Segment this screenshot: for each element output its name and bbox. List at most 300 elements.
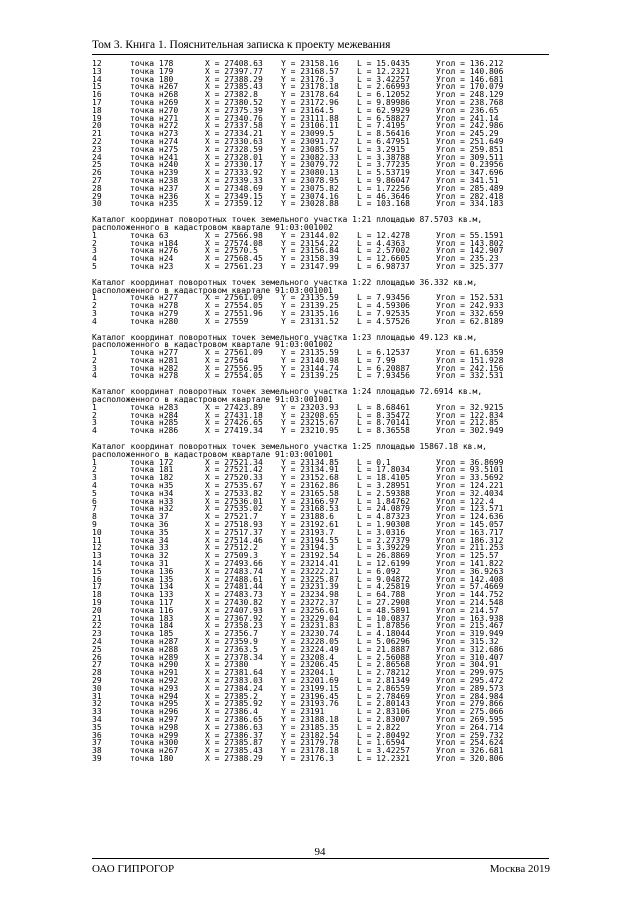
y-coordinate: Y = 23188.18 [281, 714, 339, 724]
y-coordinate: Y = 23188.6 [281, 512, 334, 522]
y-coordinate: Y = 23099.5 [281, 129, 334, 139]
point-name: точка н295 [130, 699, 179, 709]
segment-length: L = 24.0879 [357, 504, 410, 514]
y-coordinate: Y = 23208.4 [281, 652, 334, 662]
y-coordinate: Y = 23162.86 [281, 481, 339, 491]
point-index: 3 [92, 418, 97, 428]
point-name: точка н291 [130, 668, 179, 678]
point-index: 36 [92, 730, 102, 740]
segment-length: L = 6.12537 [357, 348, 410, 358]
x-coordinate: X = 27564 [205, 355, 249, 365]
y-coordinate: Y = 23144.74 [281, 363, 339, 373]
segment-length: L = 0.1 [357, 457, 391, 467]
segment-length: L = 2.78212 [357, 668, 410, 678]
x-coordinate: X = 27386.65 [205, 714, 263, 724]
y-coordinate: Y = 23152.68 [281, 473, 339, 483]
point-name: точка 36 [130, 520, 169, 530]
point-index: 30 [92, 683, 102, 693]
y-coordinate: Y = 23164.5 [281, 105, 334, 115]
point-name: точка н23 [130, 261, 174, 271]
direction-angle: Угол = 143.802 [436, 238, 504, 248]
x-coordinate: X = 27330.17 [205, 160, 263, 170]
direction-angle: Угол = 259.732 [436, 730, 504, 740]
coordinate-row [92, 200, 552, 208]
x-coordinate: X = 27407.93 [205, 605, 263, 615]
segment-length: L = 7.92535 [357, 308, 410, 318]
x-coordinate: X = 27535.02 [205, 504, 263, 514]
x-coordinate: X = 27388.29 [205, 753, 263, 763]
x-coordinate: X = 27375.39 [205, 105, 263, 115]
coordinate-row [92, 427, 552, 435]
y-coordinate: Y = 23224.49 [281, 644, 339, 654]
point-name: точка 37 [130, 512, 169, 522]
y-coordinate: Y = 23178.18 [281, 746, 339, 756]
x-coordinate: X = 27533.82 [205, 488, 263, 498]
point-name: точка 34 [130, 535, 169, 545]
direction-angle: Угол = 320.806 [436, 753, 504, 763]
point-index: 2 [92, 355, 97, 365]
point-index: 9 [92, 520, 97, 530]
point-index: 3 [92, 473, 97, 483]
y-coordinate: Y = 23176.3 [281, 74, 334, 84]
x-coordinate: X = 27554.05 [205, 371, 263, 381]
direction-angle: Угол = 32.4034 [436, 488, 504, 498]
y-coordinate: Y = 23147.99 [281, 261, 339, 271]
point-index: 33 [92, 707, 102, 717]
x-coordinate: X = 27574.08 [205, 238, 263, 248]
segment-length: L = 6.98737 [357, 261, 410, 271]
document-header: Том 3. Книга 1. Пояснительная записка к проекту межевания [92, 39, 391, 51]
point-name: точка н273 [130, 129, 179, 139]
point-index: 26 [92, 168, 102, 178]
segment-length: L = 2.27379 [357, 535, 410, 545]
y-coordinate: Y = 23085.57 [281, 144, 339, 154]
y-coordinate: Y = 23206.45 [281, 660, 339, 670]
direction-angle: Угол = 152.531 [436, 293, 504, 303]
point-index: 12 [92, 543, 102, 553]
point-index: 7 [92, 504, 97, 514]
point-index: 1 [92, 293, 97, 303]
segment-length: L = 3.38788 [357, 152, 410, 162]
x-coordinate: X = 27556.95 [205, 363, 263, 373]
y-coordinate: Y = 23228.05 [281, 636, 339, 646]
point-name: точка н276 [130, 246, 179, 256]
point-index: 19 [92, 598, 102, 607]
segment-length: L = 2.86568 [357, 660, 410, 670]
catalog-title: Каталог координат поворотных точек земельного участка 1:23 площадью 49.123 кв.м, [92, 332, 478, 342]
point-name: точка 178 [130, 59, 174, 68]
point-index: 17 [92, 97, 102, 107]
x-coordinate: X = 27388.29 [205, 74, 263, 84]
footer-organization: ОАО ГИПРОГОР [92, 863, 175, 875]
point-name: точка 33 [130, 543, 169, 553]
y-coordinate: Y = 23135.16 [281, 308, 339, 318]
x-coordinate: X = 27384.24 [205, 683, 263, 693]
point-index: 13 [92, 551, 102, 561]
point-index: 34 [92, 714, 102, 724]
y-coordinate: Y = 23028.88 [281, 199, 339, 209]
y-coordinate: Y = 23204.1 [281, 668, 334, 678]
point-index: 19 [92, 113, 102, 123]
point-name: точка 116 [130, 605, 174, 615]
x-coordinate: X = 27363.5 [205, 644, 258, 654]
x-coordinate: X = 27380.52 [205, 97, 263, 107]
y-coordinate: Y = 23079.72 [281, 160, 339, 170]
direction-angle: Угол = 145.057 [436, 520, 504, 530]
y-coordinate: Y = 23134.91 [281, 465, 339, 475]
direction-angle: Угол = 285.489 [436, 183, 504, 193]
x-coordinate: X = 27386.37 [205, 730, 263, 740]
direction-angle: Угол = 245.29 [436, 129, 499, 139]
direction-angle: Угол = 124.636 [436, 512, 504, 522]
point-name: точка н287 [130, 636, 179, 646]
x-coordinate: X = 27518.93 [205, 520, 263, 530]
x-coordinate: X = 27423.89 [205, 402, 263, 412]
point-name: точка н292 [130, 675, 179, 685]
segment-length: L = 8.68461 [357, 402, 410, 412]
segment-length: L = 4.87323 [357, 512, 410, 522]
y-coordinate: Y = 23166.97 [281, 496, 339, 506]
x-coordinate: X = 27521.34 [205, 457, 263, 467]
point-index: 11 [92, 535, 102, 545]
x-coordinate: X = 27385.92 [205, 699, 263, 709]
segment-length: L = 9.04872 [357, 574, 410, 584]
y-coordinate: Y = 23091.72 [281, 136, 339, 146]
y-coordinate: Y = 23201.69 [281, 675, 339, 685]
point-name: точка 63 [130, 230, 169, 240]
segment-length: L = 62.9929 [357, 105, 410, 115]
direction-angle: Угол = 254.624 [436, 738, 504, 748]
point-name: точка 133 [130, 590, 174, 600]
segment-length: L = 9.89986 [357, 97, 410, 107]
point-index: 1 [92, 230, 97, 240]
x-coordinate: X = 27328.01 [205, 152, 263, 162]
point-name: точка н290 [130, 660, 179, 670]
segment-length: L = 4.57526 [357, 316, 410, 326]
y-coordinate: Y = 23168.57 [281, 66, 339, 76]
footer-city-year: Москва 2019 [489, 863, 550, 875]
point-name: точка н24 [130, 254, 174, 264]
y-coordinate: Y = 23154.22 [281, 238, 339, 248]
y-coordinate: Y = 23178.64 [281, 90, 339, 100]
x-coordinate: X = 27382.8 [205, 90, 258, 100]
point-name: точка н282 [130, 363, 179, 373]
y-coordinate: Y = 23075.82 [281, 183, 339, 193]
x-coordinate: X = 27385.43 [205, 82, 263, 92]
x-coordinate: X = 27381.64 [205, 668, 263, 678]
point-index: 12 [92, 59, 102, 68]
x-coordinate: X = 27328.59 [205, 144, 263, 154]
point-name: точка н268 [130, 90, 179, 100]
point-name: точка н288 [130, 644, 179, 654]
x-coordinate: X = 27493.66 [205, 559, 263, 569]
segment-length: L = 1.84762 [357, 496, 410, 506]
y-coordinate: Y = 23111.88 [281, 113, 339, 123]
x-coordinate: X = 27426.65 [205, 418, 263, 428]
catalog-title: расположенного в кадастровом квартале 91:03:001002 [92, 222, 333, 232]
point-index: 1 [92, 402, 97, 412]
direction-angle: Угол = 163.717 [436, 527, 504, 537]
segment-length: L = 2.78469 [357, 691, 410, 701]
catalog-title: Каталог координат поворотных точек земельного участка 1:22 площадью 36.332 кв.м, [92, 277, 478, 287]
point-name: точка н269 [130, 97, 179, 107]
segment-length: L = 1.87856 [357, 621, 410, 631]
point-index: 2 [92, 238, 97, 248]
point-index: 29 [92, 675, 102, 685]
x-coordinate: X = 27383.03 [205, 675, 263, 685]
segment-length: L = 2.80492 [357, 730, 410, 740]
x-coordinate: X = 27339.33 [205, 175, 263, 185]
x-coordinate: X = 27419.34 [205, 426, 263, 436]
y-coordinate: Y = 23135.59 [281, 348, 339, 358]
catalog-title: расположенного в кадастровом квартале 91:03:001001 [92, 395, 333, 405]
y-coordinate: Y = 23192.54 [281, 551, 339, 561]
x-coordinate: X = 27397.77 [205, 66, 263, 76]
point-name: точка н184 [130, 238, 179, 248]
x-coordinate: X = 27340.76 [205, 113, 263, 123]
direction-angle: Угол = 275.066 [436, 707, 504, 717]
y-coordinate: Y = 23192.61 [281, 520, 339, 530]
y-coordinate: Y = 23196.45 [281, 691, 339, 701]
catalog-section [92, 60, 552, 208]
point-index: 26 [92, 652, 102, 662]
point-name: точка н280 [130, 316, 179, 326]
direction-angle: Угол = 214.57 [436, 605, 499, 615]
y-coordinate: Y = 23234.98 [281, 590, 339, 600]
segment-length: L = 12.6605 [357, 254, 410, 264]
x-coordinate: X = 27333.92 [205, 168, 263, 178]
direction-angle: Угол = 334.183 [436, 199, 504, 209]
point-index: 15 [92, 82, 102, 92]
header-divider [92, 54, 549, 55]
point-name: точка н270 [130, 105, 179, 115]
segment-length: L = 5.53719 [357, 168, 410, 178]
direction-angle: Угол = 325.377 [436, 261, 504, 271]
direction-angle: Угол = 332.531 [436, 371, 504, 381]
point-index: 5 [92, 488, 97, 498]
segment-length: L = 3.0316 [357, 527, 406, 537]
direction-angle: Угол = 248.129 [436, 90, 504, 100]
point-index: 1 [92, 348, 97, 358]
direction-angle: Угол = 302.949 [436, 426, 504, 436]
point-name: точка н267 [130, 82, 179, 92]
direction-angle: Угол = 299.975 [436, 668, 504, 678]
x-coordinate: X = 27385.87 [205, 738, 263, 748]
point-index: 15 [92, 566, 102, 576]
point-index: 4 [92, 371, 97, 381]
y-coordinate: Y = 23134.85 [281, 457, 339, 467]
point-name: точка 136 [130, 566, 174, 576]
direction-angle: Угол = 315.32 [436, 636, 499, 646]
direction-angle: Угол = 55.1591 [436, 230, 504, 240]
point-name: точка 179 [130, 66, 174, 76]
point-name: точка н279 [130, 308, 179, 318]
x-coordinate: X = 27380 [205, 660, 249, 670]
catalog-title: расположенного в кадастровом квартале 91:03:001001 [92, 449, 333, 459]
y-coordinate: Y = 23215.67 [281, 418, 339, 428]
x-coordinate: X = 27337.58 [205, 121, 263, 131]
direction-angle: Угол = 251.649 [436, 136, 504, 146]
point-index: 39 [92, 753, 102, 763]
point-index: 10 [92, 527, 102, 537]
x-coordinate: X = 27551.96 [205, 308, 263, 318]
direction-angle: Угол = 215.467 [436, 621, 504, 631]
point-name: точка 35 [130, 527, 169, 537]
point-name: точка н286 [130, 426, 179, 436]
direction-angle: Угол = 57.4669 [436, 582, 504, 592]
segment-length: L = 2.83106 [357, 707, 410, 717]
x-coordinate: X = 27483.74 [205, 566, 263, 576]
x-coordinate: X = 27359.12 [205, 199, 263, 209]
direction-angle: Угол = 341.51 [436, 175, 499, 185]
point-index: 24 [92, 636, 102, 646]
direction-angle: Угол = 122.4 [436, 496, 494, 506]
x-coordinate: X = 27367.92 [205, 613, 263, 623]
point-index: 4 [92, 316, 97, 326]
point-index: 18 [92, 105, 102, 115]
point-index: 35 [92, 722, 102, 732]
point-index: 4 [92, 426, 97, 436]
point-name: точка н293 [130, 683, 179, 693]
x-coordinate: X = 27358.23 [205, 621, 263, 631]
segment-length: L = 6.12052 [357, 90, 410, 100]
point-name: точка н237 [130, 183, 179, 193]
segment-length: L = 5.06296 [357, 636, 410, 646]
segment-length: L = 48.5891 [357, 605, 410, 615]
direction-angle: Угол = 144.752 [436, 590, 504, 600]
catalog-title: Каталог координат поворотных точек земельного участка 1:25 площадью 15867.18 кв.м, [92, 442, 487, 452]
segment-length: L = 8.35472 [357, 410, 410, 420]
point-name: точка 135 [130, 574, 174, 584]
x-coordinate: X = 27431.18 [205, 410, 263, 420]
segment-length: L = 64.788 [357, 590, 406, 600]
segment-length: L = 6.092 [357, 566, 401, 576]
y-coordinate: Y = 23158.16 [281, 59, 339, 68]
catalog-section [92, 388, 552, 435]
point-name: точка н272 [130, 121, 179, 131]
direction-angle: Угол = 32.9215 [436, 402, 504, 412]
point-index: 18 [92, 590, 102, 600]
direction-angle: Угол = 309.511 [436, 152, 504, 162]
catalog-section [92, 279, 552, 326]
segment-length: L = 3.77235 [357, 160, 410, 170]
direction-angle: Угол = 142.907 [436, 246, 504, 256]
segment-length: L = 27.2908 [357, 598, 410, 607]
y-coordinate: Y = 23080.13 [281, 168, 339, 178]
point-index: 2 [92, 465, 97, 475]
y-coordinate: Y = 23208.65 [281, 410, 339, 420]
y-coordinate: Y = 23185.35 [281, 722, 339, 732]
point-index: 1 [92, 457, 97, 467]
direction-angle: Угол = 212.85 [436, 418, 499, 428]
point-index: 4 [92, 481, 97, 491]
y-coordinate: Y = 23140.98 [281, 355, 339, 365]
point-index: 4 [92, 254, 97, 264]
direction-angle: Угол = 33.5692 [436, 473, 504, 483]
coordinate-row [92, 372, 552, 380]
x-coordinate: X = 27514.46 [205, 535, 263, 545]
direction-angle: Угол = 238.768 [436, 97, 504, 107]
point-index: 23 [92, 629, 102, 639]
point-index: 2 [92, 301, 97, 311]
segment-length: L = 7.99 [357, 355, 396, 365]
x-coordinate: X = 27386.4 [205, 707, 258, 717]
x-coordinate: X = 27481.44 [205, 582, 263, 592]
point-name: точка н239 [130, 168, 179, 178]
point-name: точка 172 [130, 457, 174, 467]
segment-length: L = 2.80143 [357, 699, 410, 709]
direction-angle: Угол = 140.806 [436, 66, 504, 76]
y-coordinate: Y = 23214.41 [281, 559, 339, 569]
point-name: точка н35 [130, 481, 174, 491]
segment-length: L = 12.4278 [357, 230, 410, 240]
segment-length: L = 21.8887 [357, 644, 410, 654]
point-index: 20 [92, 605, 102, 615]
y-coordinate: Y = 23131.52 [281, 316, 339, 326]
direction-angle: Угол = 122.834 [436, 410, 504, 420]
direction-angle: Угол = 163.938 [436, 613, 504, 623]
point-name: точка н294 [130, 691, 179, 701]
catalog-title: расположенного в кадастровом квартале 91:03:001002 [92, 340, 333, 350]
direction-angle: Угол = 279.866 [436, 699, 504, 709]
point-name: точка н284 [130, 410, 179, 420]
point-name: точка 184 [130, 621, 174, 631]
point-name: точка н278 [130, 301, 179, 311]
point-index: 3 [92, 308, 97, 318]
segment-length: L = 4.59306 [357, 301, 410, 311]
point-name: точка 117 [130, 598, 174, 607]
direction-angle: Угол = 36.8699 [436, 457, 504, 467]
point-name: точка 180 [130, 74, 174, 84]
y-coordinate: Y = 23082.33 [281, 152, 339, 162]
direction-angle: Угол = 151.928 [436, 355, 504, 365]
segment-length: L = 4.4363 [357, 238, 406, 248]
segment-length: L = 2.83007 [357, 714, 410, 724]
y-coordinate: Y = 23199.15 [281, 683, 339, 693]
x-coordinate: X = 27559 [205, 316, 249, 326]
point-name: точка н235 [130, 199, 179, 209]
point-name: точка 31 [130, 559, 169, 569]
y-coordinate: Y = 23158.39 [281, 254, 339, 264]
x-coordinate: X = 27521.7 [205, 512, 258, 522]
segment-length: L = 2.57002 [357, 246, 410, 256]
direction-angle: Угол = 242.156 [436, 363, 504, 373]
direction-angle: Угол = 123.571 [436, 504, 504, 514]
segment-length: L = 46.3646 [357, 191, 410, 201]
point-name: точка 182 [130, 473, 174, 483]
catalog-section [92, 216, 552, 271]
x-coordinate: X = 27561.23 [205, 261, 263, 271]
page-number: 94 [314, 846, 326, 858]
point-name: точка н271 [130, 113, 179, 123]
point-index: 27 [92, 660, 102, 670]
point-index: 29 [92, 191, 102, 201]
y-coordinate: Y = 23231.39 [281, 582, 339, 592]
point-name: точка н278 [130, 371, 179, 381]
point-name: точка 183 [130, 613, 174, 623]
point-index: 20 [92, 121, 102, 131]
segment-length: L = 17.8034 [357, 465, 410, 475]
direction-angle: Угол = 235.23 [436, 254, 499, 264]
point-index: 2 [92, 410, 97, 420]
point-index: 5 [92, 261, 97, 271]
direction-angle: Угол = 141.822 [436, 559, 504, 569]
direction-angle: Угол = 214.548 [436, 598, 504, 607]
point-name: точка н299 [130, 730, 179, 740]
y-coordinate: Y = 23176.3 [281, 753, 334, 763]
x-coordinate: X = 27385.43 [205, 746, 263, 756]
y-coordinate: Y = 23210.95 [281, 426, 339, 436]
